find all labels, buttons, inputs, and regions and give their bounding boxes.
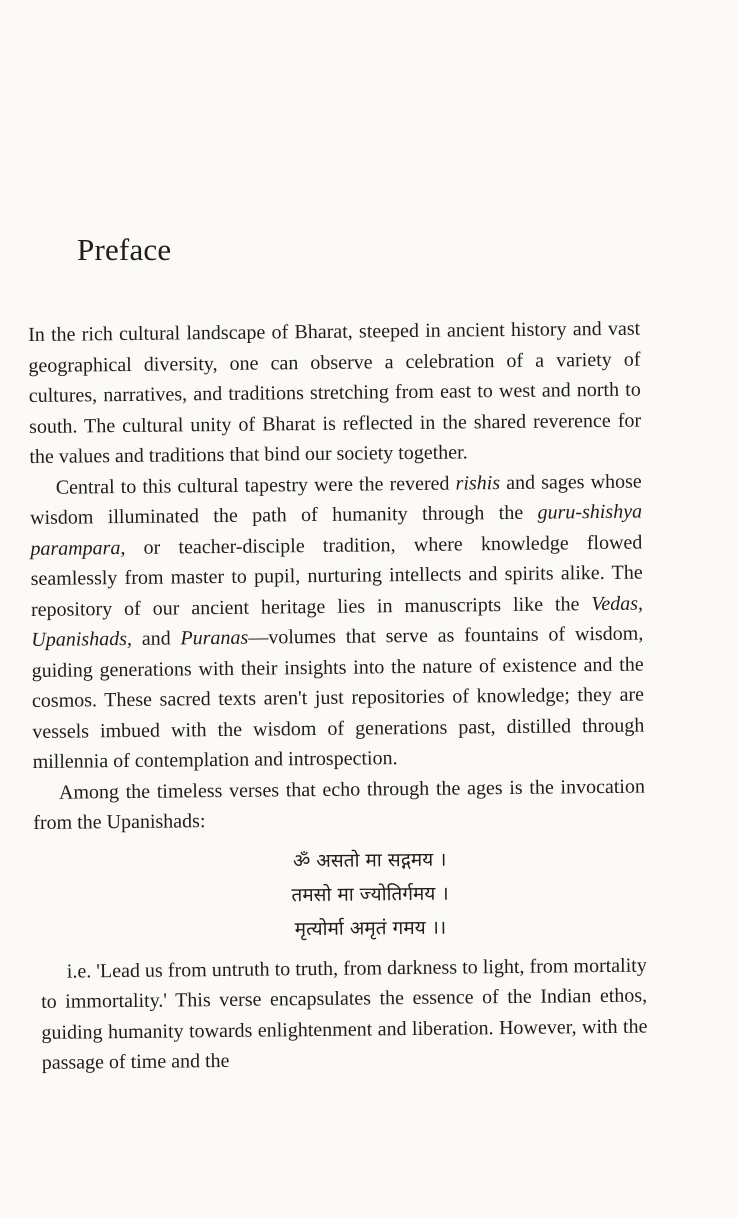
- sanskrit-verse-block: [34, 840, 647, 948]
- paragraph-2-italic-guru-shishya: guru-shishya parampara: [30, 500, 643, 560]
- paragraph-2-text-i: —volumes that serve as fountains of wisdom, guiding generations with their insights into the nature of existence and the cosmos. These sacred texts aren't just repositories of knowledge; they are vessels imbued with the wisdom of generations past, distilled through millennia of contemplation and introspection.: [31, 622, 645, 773]
- paragraph-2-italic-texts: Vedas, Upanishads,: [31, 592, 644, 651]
- paragraph-2: [30, 466, 645, 777]
- paragraph-3: Among the timeless verses that echo through the ages is the invocation from the Upanishads:: [33, 775, 646, 834]
- paragraph-2-text-c: and sages whose wisdom illuminated the path of humanity through the: [29, 470, 642, 529]
- verse-line-1: ॐ असतो मा सद्गमय ।: [292, 848, 447, 872]
- paragraph-2-italic-rishis: rishis: [455, 471, 501, 495]
- preface-body: [28, 314, 648, 1079]
- verse-line-3: मृत्योर्मा अमृतं गमय ।।: [294, 916, 447, 940]
- paragraph-2-italic-puranas: Puranas: [180, 626, 249, 650]
- paragraph-1: In the rich cultural landscape of Bharat, steeped in ancient history and vast geographical diversity, one can observe a celebration of a variety of cultures, narratives, and traditions stretching from east to west and north to south. The cultural unity of Bharat is reflected in the shared reverence for the values and traditions that bind our society together.: [28, 317, 642, 468]
- paragraph-2-text-g: and: [131, 627, 181, 650]
- paragraph-4: i.e. 'Lead us from untruth to truth, from darkness to light, from mortality to immortality.' This verse encapsulates the essence of the Indian ethos, guiding humanity towards enlightenment and liberation. However, with the passage of time and the: [41, 954, 648, 1074]
- paragraph-2-text-a: Central to this cultural tapestry were the revered: [55, 472, 456, 499]
- verse-line-2: तमसो मा ज्योतिर्गमय ।: [291, 882, 449, 906]
- chapter-title: Preface: [77, 232, 172, 267]
- paragraph-2-text-e: , or teacher-disciple tradition, where knowledge flowed seamlessly from master to pupil, nurturing intellects and spirits alike. The repository of our ancient heritage lies in manuscripts like the: [30, 531, 643, 621]
